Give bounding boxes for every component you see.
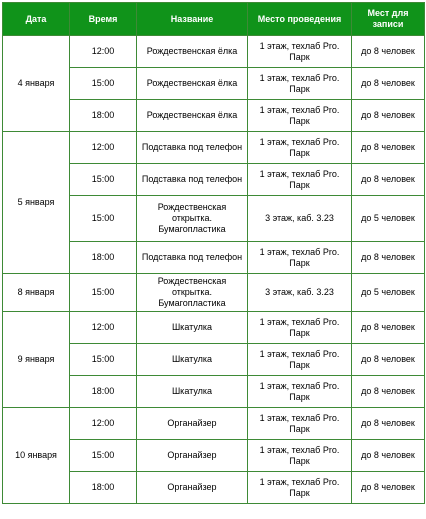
cell-name: Органайзер: [137, 472, 248, 504]
cell-seats: до 8 человек: [352, 376, 425, 408]
table-body: [3, 36, 425, 504]
cell-name: Подставка под телефон: [137, 164, 248, 196]
table-row: [3, 408, 425, 440]
cell-seats: до 8 человек: [352, 242, 425, 274]
cell-time: 18:00: [70, 242, 137, 274]
cell-time: 15:00: [70, 274, 137, 312]
cell-time: 15:00: [70, 164, 137, 196]
cell-seats: до 8 человек: [352, 344, 425, 376]
cell-place: 1 этаж, техлаб Pro. Парк: [248, 408, 352, 440]
cell-seats: до 8 человек: [352, 440, 425, 472]
cell-seats: до 8 человек: [352, 408, 425, 440]
cell-place: 1 этаж, техлаб Pro. Парк: [248, 472, 352, 504]
cell-seats: до 8 человек: [352, 164, 425, 196]
cell-time: 15:00: [70, 68, 137, 100]
cell-seats: до 8 человек: [352, 132, 425, 164]
table-header: [3, 3, 425, 36]
cell-time: 12:00: [70, 132, 137, 164]
schedule-container: [2, 2, 425, 504]
cell-name: Рождественская ёлка: [137, 100, 248, 132]
column-header-time: Время: [70, 3, 137, 36]
cell-place: 1 этаж, техлаб Pro. Парк: [248, 344, 352, 376]
cell-date: 9 января: [3, 312, 70, 408]
cell-time: 18:00: [70, 472, 137, 504]
cell-place: 3 этаж, каб. 3.23: [248, 196, 352, 242]
cell-seats: до 8 человек: [352, 472, 425, 504]
cell-name: Органайзер: [137, 408, 248, 440]
cell-seats: до 8 человек: [352, 312, 425, 344]
cell-name: Органайзер: [137, 440, 248, 472]
column-header-date: Дата: [3, 3, 70, 36]
cell-name: Шкатулка: [137, 344, 248, 376]
cell-seats: до 8 человек: [352, 36, 425, 68]
schedule-table: [2, 2, 425, 504]
cell-name: Шкатулка: [137, 376, 248, 408]
cell-place: 1 этаж, техлаб Pro. Парк: [248, 100, 352, 132]
cell-place: 1 этаж, техлаб Pro. Парк: [248, 312, 352, 344]
cell-name: Рождественская ёлка: [137, 36, 248, 68]
cell-place: 1 этаж, техлаб Pro. Парк: [248, 68, 352, 100]
cell-time: 12:00: [70, 36, 137, 68]
cell-place: 1 этаж, техлаб Pro. Парк: [248, 440, 352, 472]
cell-time: 15:00: [70, 440, 137, 472]
column-header-name: Название: [137, 3, 248, 36]
cell-name: Рождественская ёлка: [137, 68, 248, 100]
table-row: [3, 132, 425, 164]
header-row: [3, 3, 425, 36]
cell-date: 8 января: [3, 274, 70, 312]
cell-seats: до 5 человек: [352, 196, 425, 242]
cell-name: Рождественская открытка. Бумагопластика: [137, 274, 248, 312]
cell-place: 1 этаж, техлаб Pro. Парк: [248, 242, 352, 274]
cell-name: Шкатулка: [137, 312, 248, 344]
cell-time: 15:00: [70, 344, 137, 376]
cell-place: 1 этаж, техлаб Pro. Парк: [248, 376, 352, 408]
table-row: [3, 274, 425, 312]
cell-name: Подставка под телефон: [137, 132, 248, 164]
cell-place: 1 этаж, техлаб Pro. Парк: [248, 36, 352, 68]
cell-date: 5 января: [3, 132, 70, 274]
cell-time: 12:00: [70, 312, 137, 344]
cell-name: Рождественская открытка. Бумагопластика: [137, 196, 248, 242]
cell-place: 3 этаж, каб. 3.23: [248, 274, 352, 312]
cell-place: 1 этаж, техлаб Pro. Парк: [248, 164, 352, 196]
cell-seats: до 8 человек: [352, 100, 425, 132]
column-header-seats: Мест для записи: [352, 3, 425, 36]
cell-name: Подставка под телефон: [137, 242, 248, 274]
table-row: [3, 312, 425, 344]
cell-time: 18:00: [70, 100, 137, 132]
cell-seats: до 8 человек: [352, 68, 425, 100]
cell-place: 1 этаж, техлаб Pro. Парк: [248, 132, 352, 164]
cell-time: 12:00: [70, 408, 137, 440]
cell-date: 4 января: [3, 36, 70, 132]
table-row: [3, 36, 425, 68]
cell-seats: до 5 человек: [352, 274, 425, 312]
column-header-place: Место проведения: [248, 3, 352, 36]
cell-time: 15:00: [70, 196, 137, 242]
cell-time: 18:00: [70, 376, 137, 408]
cell-date: 10 января: [3, 408, 70, 504]
